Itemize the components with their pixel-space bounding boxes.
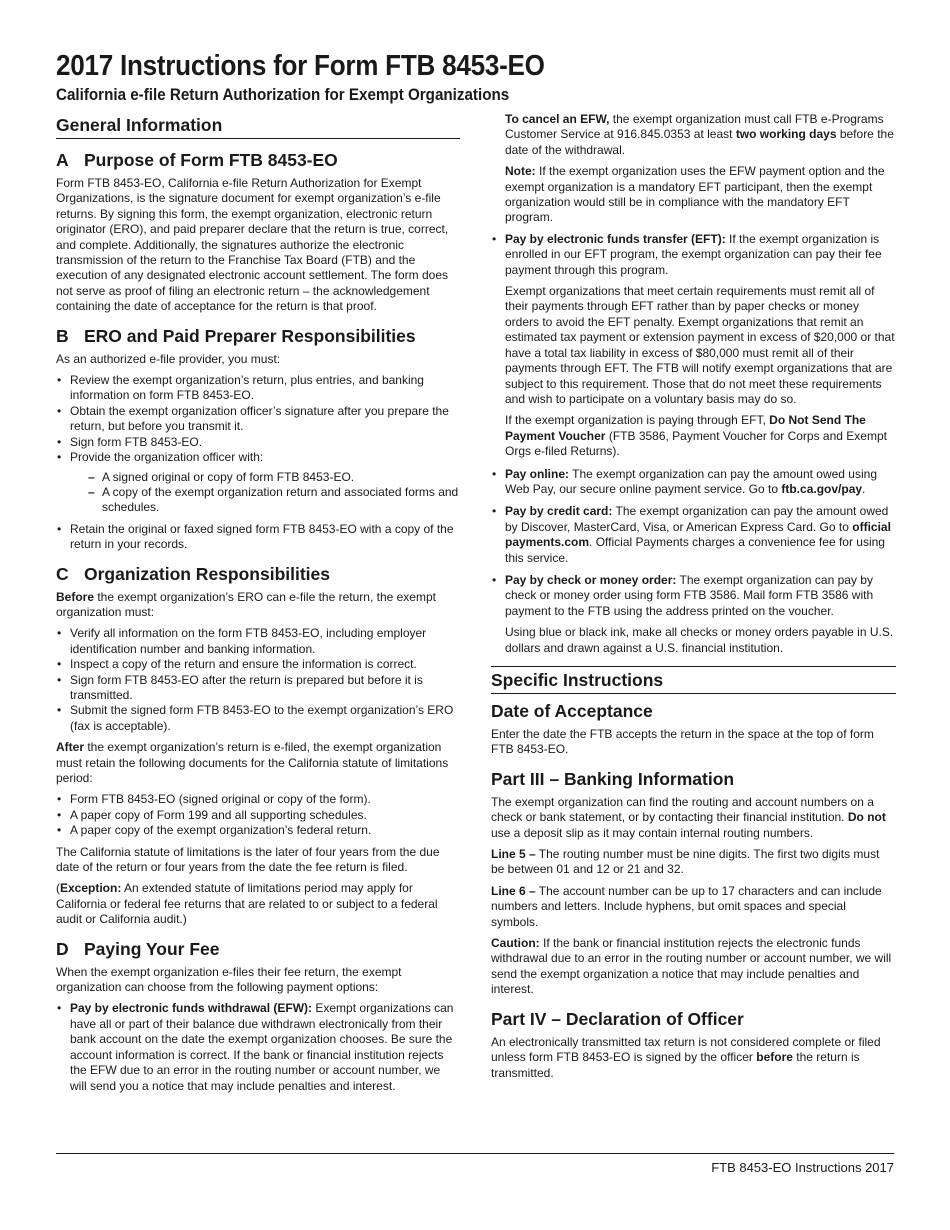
bold-text: Pay by check or money order: bbox=[505, 572, 677, 587]
list-item bbox=[56, 1001, 460, 1093]
section-letter: C bbox=[56, 563, 69, 584]
bold-text: Pay by electronic funds withdrawal (EFW): bbox=[70, 1001, 313, 1016]
list-item-text: Provide the organization officer with: bbox=[70, 450, 264, 465]
section-title: Paying Your Fee bbox=[84, 938, 220, 959]
after-bullet-list bbox=[56, 792, 460, 838]
list-item: • Sign form FTB 8453-EO after the return is prepared but before it is transmitted. bbox=[56, 673, 460, 704]
bold-text: Do not bbox=[847, 810, 886, 825]
eft-voucher-paragraph bbox=[505, 413, 896, 459]
paragraph-text: the exempt organization’s ERO can e-file the return, the exempt organization must: bbox=[56, 589, 436, 619]
section-a-heading bbox=[56, 149, 460, 171]
bold-text: two working days bbox=[735, 127, 837, 142]
section-letter: A bbox=[56, 150, 69, 170]
paragraph-text: The account number can be up to 17 characters and can include numbers and letters. Include hyphens, but omit spaces and special symbols. bbox=[491, 883, 882, 929]
list-item: • Form FTB 8453-EO (signed original or copy of the form). bbox=[56, 792, 460, 807]
purpose-paragraph: Form FTB 8453-EO, California e-file Return Authorization for Exempt Organizations, is the signature document for exempt organization’s e-file returns. By signing this form, the exempt organization, electronic return originator (ERO), and paid preparer declare that the return is true, correct, and complete. Additionally, the signatures authorize the electronic transmission of the return to the Franchise Tax Board (FTB) and the execution of any designated electronic account settlement. The form does not serve as proof of filing an electronic return – the acknowledgement containing the date of acceptance for the return is that proof. bbox=[56, 176, 449, 314]
ero-intro: As an authorized e-file provider, you must: bbox=[56, 351, 281, 366]
declaration-paragraph bbox=[491, 1035, 896, 1081]
banking-paragraph bbox=[491, 795, 896, 841]
section-title: Organization Responsibilities bbox=[84, 563, 331, 584]
list-item: • Inspect a copy of the return and ensure the information is correct. bbox=[56, 657, 460, 672]
efw-bullet-list bbox=[56, 1001, 460, 1093]
statute-paragraph: The California statute of limitations is the later of four years from the due date of the return or four years from the date the fee return is filed. bbox=[56, 844, 440, 875]
paragraph-text: (FTB 3586, Payment Voucher for Corps and Exempt Orgs e-filed Returns). bbox=[505, 428, 887, 459]
after-paragraph bbox=[56, 740, 460, 786]
page-subtitle: California e-file Return Authorization for Exempt Organizations bbox=[56, 86, 510, 104]
list-item-text: The exempt organization can pay the amount owed using Web Pay, our secure online payment service. Go to bbox=[505, 466, 877, 496]
list-item bbox=[56, 450, 460, 516]
list-item: • A paper copy of Form 199 and all supporting schedules. bbox=[56, 808, 460, 823]
note-paragraph bbox=[505, 164, 896, 226]
paragraph-text: If the bank or financial institution rejects the electronic funds withdrawal due to an error in the routing number or account number, we will send the exempt organization a notice that may include penalties and interest. bbox=[491, 936, 892, 997]
paragraph-text: the exempt organization’s return is e-filed, the exempt organization must retain the following documents for the California statute of limitations period: bbox=[56, 740, 449, 785]
paragraph-text: If the exempt organization is paying through EFT, bbox=[505, 413, 770, 428]
paragraph-text: The routing number must be nine digits. The first two digits must be between 01 and 12 or 21 and 32. bbox=[491, 847, 880, 877]
list-item bbox=[491, 504, 896, 566]
payment-bullet-list bbox=[491, 232, 896, 656]
section-b-heading bbox=[56, 325, 460, 347]
bold-text: Caution: bbox=[491, 936, 540, 951]
cancel-efw-paragraph bbox=[505, 112, 896, 158]
list-item: • A paper copy of the exempt organization’s federal return. bbox=[56, 823, 460, 838]
bold-text: Before bbox=[56, 589, 95, 604]
paragraph-text: If the exempt organization uses the EFW payment option and the exempt organization is a mandatory EFT participant, then the exempt organization would still be in compliance with the mandatory EFT program. bbox=[505, 164, 885, 225]
section-d-heading bbox=[56, 938, 460, 960]
list-item: • Obtain the exempt organization officer’s signature after you prepare the return, but before you transmit it. bbox=[56, 404, 460, 435]
date-of-acceptance-heading: Date of Acceptance bbox=[491, 701, 653, 721]
list-item-text: Exempt organizations can have all or part of their balance due withdrawn electronically from their bank account on the date the exempt organization chooses. Be sure the account information is correct. If the bank or financial institution rejects the EFW due to an error in the routing number or account number, we will send you a notice that may include penalties and interest. bbox=[70, 1001, 454, 1093]
list-item-text: . Official Payments charges a convenience fee for using this service. bbox=[505, 535, 885, 565]
check-ink-paragraph: Using blue or black ink, make all checks or money orders payable in U.S. dollars and drawn against a U.S. financial institution. bbox=[505, 625, 894, 655]
bold-text: After bbox=[56, 740, 85, 755]
part-iv-heading: Part IV – Declaration of Officer bbox=[491, 1008, 744, 1029]
part-iii-heading: Part III – Banking Information bbox=[491, 768, 735, 789]
section-c-heading bbox=[56, 563, 460, 585]
list-item: • Sign form FTB 8453-EO. bbox=[56, 435, 460, 450]
paragraph-text: An extended statute of limitations period may apply for California or federal fee returns that are related to or subject to a federal audit or California audit.) bbox=[56, 881, 438, 927]
line-6-paragraph bbox=[491, 884, 896, 930]
list-item bbox=[491, 573, 896, 656]
list-item bbox=[491, 467, 896, 498]
list-item: • Verify all information on the form FTB 8453-EO, including employer identification number and banking information. bbox=[56, 626, 460, 657]
caution-paragraph bbox=[491, 936, 896, 998]
bold-text: Note: bbox=[505, 164, 536, 179]
bold-text: Line 5 – bbox=[491, 847, 536, 862]
paragraph-text: use a deposit slip as it may contain internal routing numbers. bbox=[491, 825, 814, 840]
eft-requirements-paragraph: Exempt organizations that meet certain requirements must remit all of their payments through EFT rather than by paper checks or money orders to avoid the EFT penalty. Exempt organizations that remit an estimated tax payment or extension payment in excess of $20,000 or that have a total tax liability in excess of $80,000 must remit all of their payments through EFT. The FTB will notify exempt organizations that are subject to this requirement. Those that do not meet these requirements and wish to participate on a voluntary basis may do so. bbox=[505, 284, 895, 406]
list-item: • Submit the signed form FTB 8453-EO to the exempt organization’s ERO (fax is acceptable). bbox=[56, 703, 460, 734]
bold-text: Pay by electronic funds transfer (EFT): bbox=[505, 231, 726, 246]
section-title: Purpose of Form FTB 8453-EO bbox=[84, 150, 338, 170]
list-item: • Review the exempt organization’s return, plus entries, and banking information on form FTB 8453-EO. bbox=[56, 373, 460, 404]
web-pay-link[interactable]: ftb.ca.gov/pay bbox=[781, 481, 863, 496]
bold-text: To cancel an EFW, bbox=[505, 112, 610, 126]
bold-text: Do Not Send The Payment Voucher bbox=[505, 413, 866, 443]
ero-bullet-list bbox=[56, 373, 460, 552]
exception-paragraph bbox=[56, 881, 460, 927]
date-paragraph: Enter the date the FTB accepts the return in the space at the top of form FTB 8453-EO. bbox=[491, 727, 874, 757]
fee-intro: When the exempt organization e-files their fee return, the exempt organization can choose from the following payment options: bbox=[56, 964, 402, 995]
paragraph-text: The exempt organization can find the routing and account numbers on a check or bank statement, or by contacting their financial institution. bbox=[491, 794, 874, 825]
paragraph-text: before the date of the withdrawal. bbox=[505, 127, 894, 157]
list-item-text: If the exempt organization is enrolled in our EFT program, the exempt organization can pay their fee payment through this program. bbox=[505, 231, 882, 277]
section-letter: B bbox=[56, 325, 69, 346]
list-item: • Retain the original or faxed signed form FTB 8453-EO with a copy of the return in your records. bbox=[56, 522, 460, 553]
list-item: – A copy of the exempt organization return and associated forms and schedules. bbox=[88, 485, 460, 516]
bold-text: Exception: bbox=[60, 881, 122, 896]
bold-text: Pay online: bbox=[505, 466, 570, 481]
section-title: ERO and Paid Preparer Responsibilities bbox=[84, 325, 416, 346]
general-information-header: General Information bbox=[56, 114, 460, 139]
paragraph-text: the return is transmitted. bbox=[491, 1050, 860, 1080]
specific-instructions-header: Specific Instructions bbox=[491, 666, 896, 694]
bold-text: Pay by credit card: bbox=[505, 504, 613, 519]
line-5-paragraph bbox=[491, 847, 896, 878]
bold-text: before bbox=[756, 1050, 793, 1065]
list-item-text: The exempt organization can pay by check or money order using form FTB 3586. Mail form FTB 3586 with payment to the FTB using the address printed on the voucher. bbox=[505, 572, 874, 618]
right-column bbox=[491, 112, 896, 1087]
before-paragraph bbox=[56, 590, 460, 621]
section-letter: D bbox=[56, 938, 69, 959]
paragraph-text: An electronically transmitted tax return is not considered complete or filed unless form FTB 8453-EO is signed by the officer bbox=[491, 1034, 881, 1065]
list-item bbox=[491, 232, 896, 460]
left-column bbox=[56, 114, 460, 1100]
bold-text: Line 6 – bbox=[491, 883, 536, 898]
list-item-text: The exempt organization can pay the amount owed by Discover, MasterCard, Visa, or American Express Card. Go to bbox=[505, 504, 889, 534]
before-bullet-list bbox=[56, 626, 460, 734]
official-payments-link[interactable]: official payments.com bbox=[505, 519, 891, 550]
provide-dash-list bbox=[88, 470, 460, 516]
page-title: 2017 Instructions for Form FTB 8453-EO bbox=[56, 50, 545, 82]
list-item: – A signed original or copy of form FTB 8453-EO. bbox=[88, 470, 460, 485]
paren-text: ( bbox=[56, 881, 60, 896]
paragraph-text: the exempt organization must call FTB e-Programs Customer Service at 916.845.0353 at least bbox=[505, 112, 884, 142]
footer-divider bbox=[56, 1153, 894, 1154]
list-item-text: . bbox=[862, 481, 866, 496]
page-footer: FTB 8453-EO Instructions 2017 bbox=[711, 1160, 894, 1175]
